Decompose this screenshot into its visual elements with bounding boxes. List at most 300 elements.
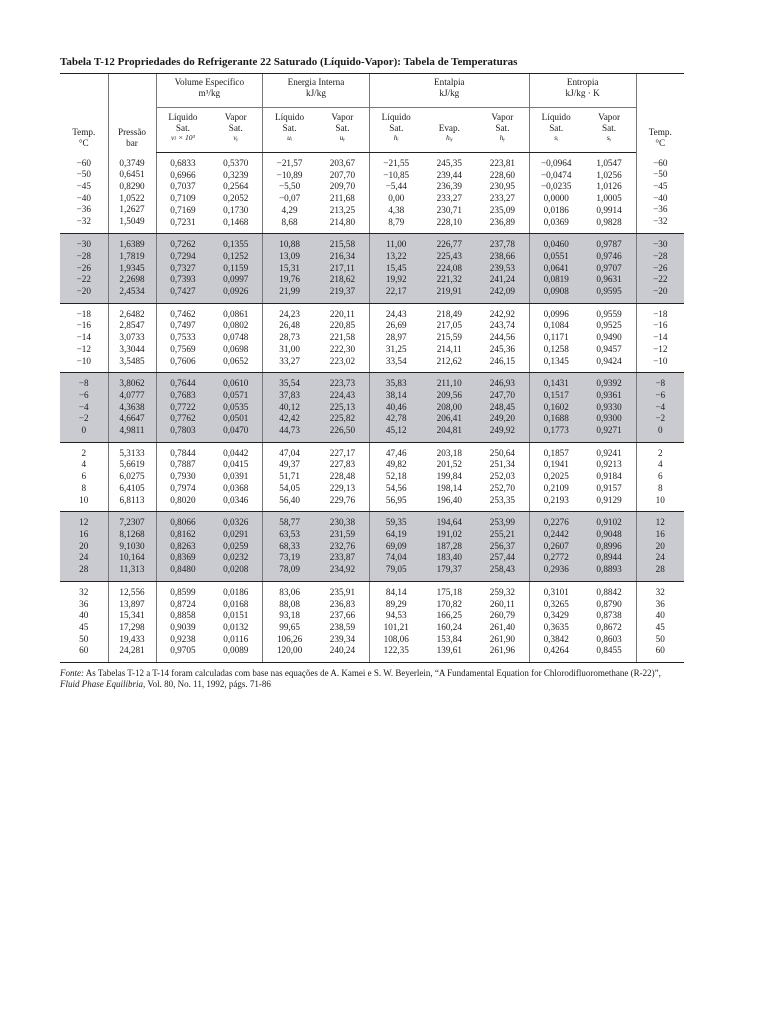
table-cell xyxy=(476,303,529,373)
cell-value: −36 xyxy=(76,204,91,215)
cell-value: 47,46 xyxy=(385,447,407,458)
cell-value: 1,5049 xyxy=(119,216,145,227)
cell-value: 0,0641 xyxy=(543,262,569,273)
cell-value: 199,84 xyxy=(436,471,462,482)
cell-value: 243,74 xyxy=(489,320,516,331)
cell-value: 0,00 xyxy=(388,193,405,204)
cell-value: 0,0116 xyxy=(223,633,249,644)
cell-value: 239,53 xyxy=(489,262,516,273)
cell-value: 4 xyxy=(657,459,663,470)
cell-value: 52,18 xyxy=(385,471,407,482)
cell-value: 231,59 xyxy=(329,528,356,539)
cell-value: −10,89 xyxy=(276,169,303,180)
table-cell xyxy=(209,153,262,234)
cell-value: 0,0415 xyxy=(223,459,249,470)
cell-value: 0,3635 xyxy=(543,621,569,632)
cell-value: 0,9828 xyxy=(596,216,622,227)
row-group xyxy=(60,234,684,304)
cell-value: 0,9271 xyxy=(596,425,622,436)
cell-value: 0,7231 xyxy=(170,216,196,227)
cell-value: 60 xyxy=(79,645,89,656)
cell-value: 0,9559 xyxy=(596,308,622,319)
source-note xyxy=(60,668,680,690)
table-cell xyxy=(263,153,316,234)
cell-value: 183,40 xyxy=(436,552,462,563)
table-row xyxy=(60,581,684,662)
table-title: Tabela T-12 Propriedades do Refrigerante 22 Saturado (Líquido-Vapor): Tabela de Temperaturas xyxy=(60,56,518,68)
header-enthalpy-vap: Vapor Sat. hᵧ xyxy=(476,108,529,153)
cell-value: 0,0802 xyxy=(223,320,249,331)
cell-value: 1,0256 xyxy=(596,169,622,180)
source-journal: Fluid Phase Equilibria xyxy=(60,679,143,690)
cell-value: 0,8893 xyxy=(596,564,622,575)
cell-value: 0,7722 xyxy=(170,401,196,412)
cell-value: 219,37 xyxy=(329,286,356,297)
cell-value: 221,58 xyxy=(329,332,356,343)
cell-value: −30 xyxy=(76,239,91,250)
cell-value: 59,35 xyxy=(385,517,407,528)
row-group xyxy=(60,303,684,373)
cell-value: −0,07 xyxy=(278,193,301,204)
cell-value: −0,0235 xyxy=(540,181,572,192)
table-cell xyxy=(108,581,156,662)
cell-value: 32 xyxy=(79,586,89,597)
cell-value: 0,0259 xyxy=(223,540,249,551)
cell-value: −28 xyxy=(76,250,91,261)
cell-value: 54,05 xyxy=(279,482,300,493)
cell-value: 2,4534 xyxy=(119,286,145,297)
cell-value: 249,20 xyxy=(489,413,516,424)
table-cell xyxy=(583,234,636,304)
cell-value: 11,313 xyxy=(119,564,145,575)
cell-value: 252,70 xyxy=(489,482,516,493)
cell-value: 0,0819 xyxy=(543,274,569,285)
cell-value: 0,0470 xyxy=(223,425,249,436)
table-cell xyxy=(263,234,316,304)
header-enthalpy-group: Entalpia kJ/kg xyxy=(369,74,529,108)
cell-value: 28,73 xyxy=(279,332,300,343)
cell-value: 49,37 xyxy=(279,459,300,470)
cell-value: 0,3265 xyxy=(543,598,569,609)
cell-value: 0,8944 xyxy=(596,552,622,563)
table-cell xyxy=(156,153,209,234)
cell-value: 22,17 xyxy=(385,286,407,297)
cell-value: −50 xyxy=(76,169,91,180)
table-cell xyxy=(60,303,108,373)
cell-value: 84,14 xyxy=(385,586,407,597)
cell-value: 260,79 xyxy=(489,610,516,621)
cell-value: 242,09 xyxy=(489,286,516,297)
cell-value: 230,38 xyxy=(329,517,356,528)
cell-value: 24,281 xyxy=(119,645,145,656)
cell-value: 89,29 xyxy=(385,598,407,609)
cell-value: 2,8547 xyxy=(119,320,145,331)
cell-value: 24 xyxy=(79,552,89,563)
cell-value: 139,61 xyxy=(436,645,462,656)
cell-value: 64,19 xyxy=(385,528,407,539)
cell-value: 218,49 xyxy=(436,308,462,319)
cell-value: 15,31 xyxy=(279,262,300,273)
cell-value: 201,52 xyxy=(436,459,462,470)
cell-value: −2 xyxy=(655,413,666,424)
cell-value: 0,3101 xyxy=(543,586,569,597)
cell-value: 212,62 xyxy=(436,355,462,366)
cell-value: 203,18 xyxy=(436,447,462,458)
cell-value: 4,9811 xyxy=(119,425,145,436)
header-energy-vap: Vapor Sat. uᵧ xyxy=(316,108,369,153)
cell-value: 54,56 xyxy=(385,482,407,493)
cell-value: 0,7462 xyxy=(170,308,196,319)
cell-value: −0,0964 xyxy=(540,158,572,168)
cell-value: 217,11 xyxy=(329,262,355,273)
table-cell xyxy=(636,512,684,582)
cell-value: 0,7887 xyxy=(170,459,196,470)
cell-value: 4,29 xyxy=(281,204,298,215)
cell-value: 94,53 xyxy=(385,610,407,621)
cell-value: 16 xyxy=(655,528,665,539)
cell-value: 12 xyxy=(79,517,89,528)
cell-value: 160,24 xyxy=(436,621,462,632)
cell-value: 8,68 xyxy=(281,216,298,227)
cell-value: 83,06 xyxy=(279,586,300,597)
table-cell xyxy=(263,581,316,662)
cell-value: 0,1252 xyxy=(223,250,249,261)
cell-value: −6 xyxy=(78,389,89,400)
cell-value: 12,556 xyxy=(119,586,145,597)
cell-value: 0,9157 xyxy=(596,482,622,493)
cell-value: 1,0522 xyxy=(119,192,145,203)
row-group xyxy=(60,581,684,662)
table-cell xyxy=(263,303,316,373)
cell-value: 0,7327 xyxy=(170,262,196,273)
cell-value: 0,7262 xyxy=(170,239,196,250)
cell-value: 56,40 xyxy=(279,494,300,505)
cell-value: 0,1730 xyxy=(223,204,249,215)
cell-value: 204,81 xyxy=(436,425,462,436)
cell-value: 237,78 xyxy=(489,239,516,250)
cell-value: 255,21 xyxy=(489,528,516,539)
cell-value: 225,43 xyxy=(436,250,462,261)
cell-value: 236,83 xyxy=(329,598,356,609)
cell-value: 239,34 xyxy=(329,633,356,644)
cell-value: 6,4105 xyxy=(119,482,145,493)
cell-value: −12 xyxy=(76,343,91,354)
table-cell xyxy=(60,234,108,304)
table-cell xyxy=(476,512,529,582)
cell-value: 0,1345 xyxy=(543,355,569,366)
cell-value: −12 xyxy=(653,343,668,354)
cell-value: 0,7844 xyxy=(170,447,196,458)
cell-value: 209,56 xyxy=(436,389,462,400)
table-cell xyxy=(636,581,684,662)
cell-value: 6 xyxy=(657,471,663,482)
cell-value: 235,09 xyxy=(489,204,516,215)
cell-value: 0,3239 xyxy=(223,169,249,180)
cell-value: 0,7427 xyxy=(170,286,196,297)
cell-value: 0,0291 xyxy=(223,528,249,539)
cell-value: 0,1688 xyxy=(543,413,569,424)
cell-value: 0,7497 xyxy=(170,320,196,331)
table-cell xyxy=(108,153,156,234)
table-cell xyxy=(263,373,316,443)
cell-value: 0,8263 xyxy=(170,540,196,551)
table-cell xyxy=(209,512,262,582)
header-energy-group: Energia Interna kJ/kg xyxy=(263,74,370,108)
cell-value: 42,42 xyxy=(279,413,300,424)
cell-value: 60 xyxy=(655,645,665,656)
cell-value: 0,9525 xyxy=(596,320,622,331)
table-row xyxy=(60,303,684,373)
cell-value: 257,44 xyxy=(489,552,516,563)
cell-value: 0,0232 xyxy=(223,552,249,563)
table-cell xyxy=(316,512,369,582)
cell-value: −4 xyxy=(78,401,89,412)
cell-value: 0,9213 xyxy=(596,459,622,470)
row-group xyxy=(60,512,684,582)
cell-value: 13,09 xyxy=(279,250,300,261)
cell-value: 0,0391 xyxy=(223,471,249,482)
cell-value: −8 xyxy=(78,378,89,389)
cell-value: −60 xyxy=(653,157,668,168)
cell-value: 256,37 xyxy=(489,540,516,551)
header-vol-vap: Vapor Sat. vᵧ xyxy=(209,108,262,153)
header-enthalpy-evap: Evap. hᵢᵧ xyxy=(423,108,476,153)
header-temp-right: Temp. °C xyxy=(636,74,684,153)
cell-value: 198,14 xyxy=(436,482,462,493)
cell-value: 233,27 xyxy=(436,193,462,204)
cell-value: 33,54 xyxy=(385,355,407,366)
cell-value: 244,56 xyxy=(489,332,516,343)
cell-value: 0,7644 xyxy=(170,378,196,389)
cell-value: 4,38 xyxy=(388,204,405,215)
table-cell xyxy=(636,153,684,234)
cell-value: 175,18 xyxy=(436,586,462,597)
cell-value: 78,09 xyxy=(279,564,300,575)
cell-value: 0,0346 xyxy=(223,494,249,505)
cell-value: 214,11 xyxy=(436,343,462,354)
cell-value: −26 xyxy=(76,262,91,273)
cell-value: 1,7819 xyxy=(119,250,145,261)
cell-value: 13,22 xyxy=(385,250,407,261)
cell-value: 45 xyxy=(655,621,665,632)
row-group xyxy=(60,373,684,443)
table-cell xyxy=(583,153,636,234)
cell-value: 2,6482 xyxy=(119,308,145,319)
cell-value: 28,97 xyxy=(385,332,407,343)
table-cell xyxy=(263,442,316,512)
cell-value: 0,7533 xyxy=(170,332,196,343)
table-cell xyxy=(369,581,422,662)
cell-value: 0,9490 xyxy=(596,332,622,343)
cell-value: 245,35 xyxy=(436,158,462,168)
cell-value: 120,00 xyxy=(276,645,303,656)
cell-value: 194,64 xyxy=(436,517,462,528)
cell-value: 0,1171 xyxy=(543,332,569,343)
cell-value: 0,8603 xyxy=(596,633,622,644)
cell-value: 0,1468 xyxy=(223,216,249,227)
cell-value: 45 xyxy=(79,621,89,632)
cell-value: 238,59 xyxy=(329,621,356,632)
cell-value: 0,8738 xyxy=(596,610,622,621)
cell-value: 0,8066 xyxy=(170,517,196,528)
cell-value: 0 xyxy=(657,425,663,436)
cell-value: 237,66 xyxy=(329,610,356,621)
table-cell xyxy=(316,373,369,443)
cell-value: 238,66 xyxy=(489,250,516,261)
cell-value: 233,27 xyxy=(489,193,516,204)
cell-value: 20 xyxy=(79,540,89,551)
cell-value: 215,58 xyxy=(329,239,356,250)
cell-value: −60 xyxy=(76,157,91,168)
cell-value: 249,92 xyxy=(489,425,516,436)
cell-value: 0,4264 xyxy=(543,645,569,656)
cell-value: 234,92 xyxy=(329,564,356,575)
cell-value: 0,2936 xyxy=(543,564,569,575)
table-cell xyxy=(316,234,369,304)
table-cell xyxy=(156,303,209,373)
cell-value: 0,8724 xyxy=(170,598,196,609)
cell-value: 37,83 xyxy=(279,389,300,400)
cell-value: 220,11 xyxy=(329,308,355,319)
cell-value: 1,9345 xyxy=(119,262,145,273)
cell-value: 0,0151 xyxy=(223,610,249,621)
cell-value: 19,76 xyxy=(279,274,300,285)
cell-value: 0,6966 xyxy=(170,169,196,180)
cell-value: 226,50 xyxy=(329,425,356,436)
cell-value: 0,7393 xyxy=(170,274,196,285)
cell-value: 0,0460 xyxy=(543,239,569,250)
cell-value: 50 xyxy=(79,633,89,644)
cell-value: 246,15 xyxy=(489,355,516,366)
cell-value: 245,36 xyxy=(489,343,516,354)
cell-value: 1,0547 xyxy=(596,158,622,168)
cell-value: 0,7606 xyxy=(170,355,196,366)
cell-value: 0,1773 xyxy=(543,425,569,436)
cell-value: −50 xyxy=(653,169,668,180)
cell-value: −14 xyxy=(76,332,91,343)
cell-value: 0,8290 xyxy=(119,180,145,191)
cell-value: 253,35 xyxy=(489,494,516,505)
cell-value: 0,7294 xyxy=(170,250,196,261)
cell-value: −32 xyxy=(76,216,91,227)
cell-value: −45 xyxy=(653,180,668,191)
cell-value: 122,35 xyxy=(383,645,409,656)
cell-value: 242,92 xyxy=(489,308,516,319)
table-row xyxy=(60,234,684,304)
cell-value: 0,3842 xyxy=(543,633,569,644)
cell-value: 0,8162 xyxy=(170,528,196,539)
cell-value: 31,00 xyxy=(279,343,300,354)
cell-value: 0,0997 xyxy=(223,274,249,285)
cell-value: 51,71 xyxy=(279,471,300,482)
cell-value: −18 xyxy=(653,308,668,319)
cell-value: 0,1941 xyxy=(543,459,569,470)
table-cell xyxy=(423,581,476,662)
cell-value: 38,14 xyxy=(385,389,407,400)
table-header xyxy=(60,74,684,153)
cell-value: −14 xyxy=(653,332,668,343)
cell-value: 219,91 xyxy=(436,286,462,297)
cell-value: 0,0652 xyxy=(223,355,249,366)
cell-value: 35,54 xyxy=(279,378,300,389)
cell-value: 16 xyxy=(79,528,89,539)
cell-value: 220,85 xyxy=(329,320,356,331)
cell-value: 0,0501 xyxy=(223,413,249,424)
table-row xyxy=(60,512,684,582)
cell-value: 0,0168 xyxy=(223,598,249,609)
cell-value: 6 xyxy=(81,471,87,482)
cell-value: 230,71 xyxy=(436,204,462,215)
cell-value: 228,48 xyxy=(329,471,356,482)
table-cell xyxy=(636,234,684,304)
cell-value: 1,0005 xyxy=(596,193,622,204)
cell-value: 216,34 xyxy=(329,250,356,261)
cell-value: 0,8672 xyxy=(596,621,622,632)
cell-value: 0,1355 xyxy=(223,239,249,250)
cell-value: 0,0571 xyxy=(223,389,249,400)
cell-value: 24,23 xyxy=(279,308,300,319)
table-cell xyxy=(156,234,209,304)
header-energy-liq: Líquido Sat. uᵢ xyxy=(263,108,316,153)
cell-value: 4,6647 xyxy=(119,413,145,424)
table-cell xyxy=(369,234,422,304)
cell-value: 222,30 xyxy=(329,343,356,354)
cell-value: 258,43 xyxy=(489,564,516,575)
table-cell xyxy=(316,442,369,512)
cell-value: 4,0777 xyxy=(119,389,145,400)
table-cell xyxy=(583,512,636,582)
cell-value: 0,9129 xyxy=(596,494,622,505)
table-cell xyxy=(108,442,156,512)
cell-value: 0,8599 xyxy=(170,586,196,597)
cell-value: 106,26 xyxy=(276,633,303,644)
cell-value: 24,43 xyxy=(385,308,407,319)
cell-value: 0,8020 xyxy=(170,494,196,505)
table-cell xyxy=(369,303,422,373)
cell-value: 214,80 xyxy=(329,216,356,227)
cell-value: 0,2025 xyxy=(543,471,569,482)
cell-value: 33,27 xyxy=(279,355,300,366)
cell-value: 226,77 xyxy=(436,239,462,250)
cell-value: 73,19 xyxy=(279,552,300,563)
table-cell xyxy=(423,512,476,582)
cell-value: 17,298 xyxy=(119,621,145,632)
cell-value: 0,2564 xyxy=(223,181,249,192)
table-row xyxy=(60,153,684,234)
cell-value: 0,7569 xyxy=(170,343,196,354)
cell-value: 259,32 xyxy=(489,586,516,597)
cell-value: 10,88 xyxy=(279,239,300,250)
cell-value: 0,7803 xyxy=(170,425,196,436)
cell-value: −5,50 xyxy=(278,181,301,192)
cell-value: 0,9392 xyxy=(596,378,622,389)
cell-value: −22 xyxy=(653,274,668,285)
cell-value: 4,3638 xyxy=(119,401,145,412)
table-cell xyxy=(156,581,209,662)
table-cell xyxy=(529,442,582,512)
cell-value: 213,25 xyxy=(329,204,356,215)
header-entropy-liq: Líquido Sat. sᵢ xyxy=(529,108,582,153)
header-enthalpy-liq: Líquido Sat. hᵢ xyxy=(369,108,422,153)
cell-value: 3,5485 xyxy=(119,355,145,366)
cell-value: 24 xyxy=(655,552,665,563)
cell-value: 1,6389 xyxy=(119,239,145,250)
table-cell xyxy=(423,303,476,373)
cell-value: 0,9102 xyxy=(596,517,622,528)
cell-value: 9,1030 xyxy=(119,540,145,551)
cell-value: 0,7683 xyxy=(170,389,196,400)
cell-value: 0,1258 xyxy=(543,343,569,354)
